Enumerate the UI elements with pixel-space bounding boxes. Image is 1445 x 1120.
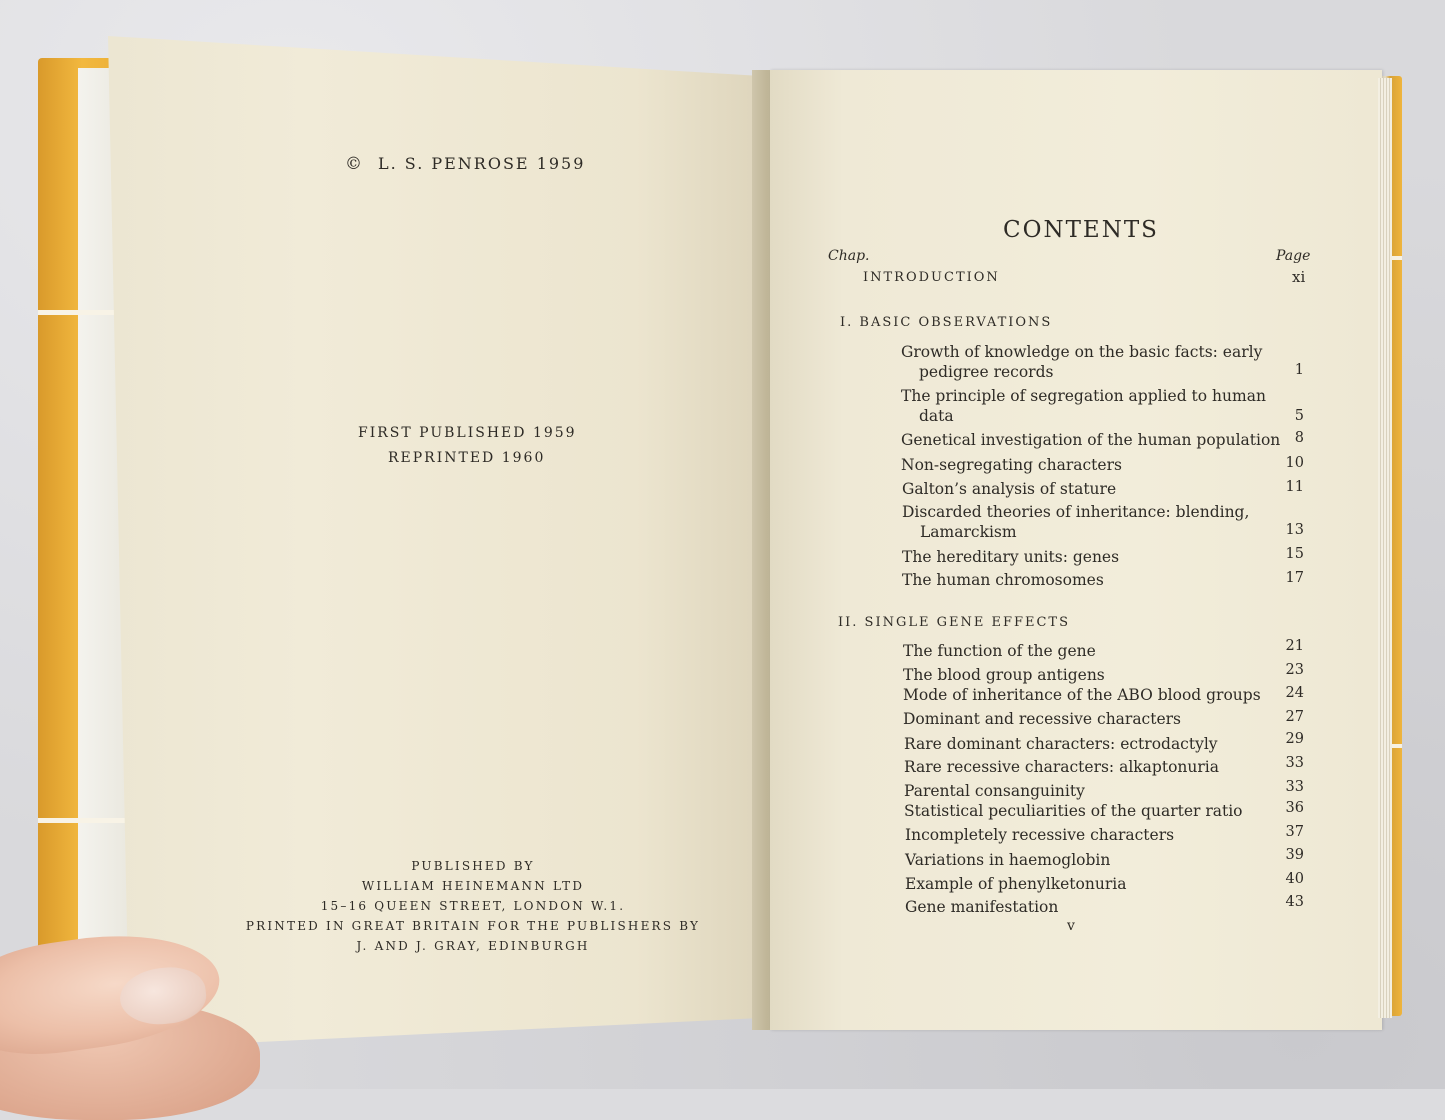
toc-page-number: 10 (1285, 455, 1304, 471)
toc-entry-text: Genetical investigation of the human population (901, 431, 1281, 449)
toc-entry-text: Rare recessive characters: alkaptonuria (904, 758, 1219, 776)
toc-page-number: 23 (1285, 662, 1304, 678)
section-title: II. SINGLE GENE EFFECTS (838, 615, 1071, 630)
toc-entry (904, 801, 1243, 821)
imprint (240, 856, 706, 956)
toc-entry (902, 570, 1104, 590)
toc-entry (903, 685, 1261, 705)
toc-page-number: 40 (1285, 871, 1304, 887)
toc-entry-text: Statistical peculiarities of the quarter ratio (904, 802, 1243, 820)
toc-entry (905, 897, 1058, 917)
toc-entry (903, 665, 1105, 685)
toc-entry-text: Dominant and recessive characters (903, 710, 1182, 728)
toc-entry (902, 479, 1116, 499)
section-title: I. BASIC OBSERVATIONS (840, 315, 1053, 330)
toc-entry (901, 430, 1280, 450)
toc-page-number: 36 (1285, 800, 1304, 816)
toc-page-number: 11 (1285, 479, 1304, 495)
toc-entry (901, 386, 1266, 426)
toc-entry (902, 502, 1249, 542)
toc-entry-text: The hereditary units: genes (902, 548, 1120, 566)
toc-entry (905, 825, 1174, 845)
toc-entry-text: Discarded theories of inheritance: blending, (902, 503, 1250, 521)
imprint-line: WILLIAM HEINEMANN LTD (361, 879, 585, 893)
toc-page-number: 15 (1285, 546, 1304, 562)
toc-entry (903, 641, 1096, 661)
toc-entry-text: Example of phenylketonuria (905, 875, 1127, 893)
introduction-entry: INTRODUCTION (863, 270, 1000, 285)
toc-entry (904, 781, 1085, 801)
toc-entry-continuation: pedigree records (919, 363, 1054, 381)
toc-entry-text: Mode of inheritance of the ABO blood groups (903, 686, 1261, 704)
toc-entry (901, 342, 1262, 382)
toc-entry-text: Non-segregating characters (901, 456, 1122, 474)
first-published: FIRST PUBLISHED 1959 (358, 425, 577, 441)
copyright-line (345, 154, 585, 174)
imprint-line: J. AND J. GRAY, EDINBURGH (356, 939, 590, 953)
chap-heading: Chap. (828, 248, 870, 264)
toc-entry-text: Rare dominant characters: ectrodactyly (904, 735, 1218, 753)
contents-title: CONTENTS (1003, 217, 1159, 243)
imprint-line: 15–16 QUEEN STREET, LONDON W.1. (320, 899, 626, 913)
toc-entry-text: Incompletely recessive characters (905, 826, 1175, 844)
toc-page-number: 43 (1285, 894, 1304, 910)
introduction-page: xi (1292, 268, 1306, 286)
toc-page-number: 33 (1285, 779, 1304, 795)
toc-entry-text: The principle of segregation applied to human (901, 387, 1266, 405)
toc-page-number: 37 (1285, 824, 1304, 840)
toc-entry-text: Growth of knowledge on the basic facts: early (901, 343, 1263, 361)
toc-page-number: 27 (1285, 709, 1304, 725)
imprint-line: PUBLISHED BY (411, 859, 535, 873)
toc-entry (901, 455, 1122, 475)
toc-page-number: 8 (1294, 430, 1304, 446)
toc-entry-text: The blood group antigens (903, 666, 1105, 684)
toc-page-number: 39 (1285, 847, 1304, 863)
page-folio: v (1067, 918, 1075, 934)
toc-entry-text: Galton’s analysis of stature (902, 480, 1117, 498)
toc-page-number: 24 (1285, 685, 1304, 701)
toc-entry-text: The function of the gene (903, 642, 1096, 660)
toc-page-number: 21 (1285, 638, 1304, 654)
page-heading: Page (1276, 248, 1311, 264)
toc-entry-text: Parental consanguinity (904, 782, 1085, 800)
copyright-symbol: © (345, 154, 364, 174)
toc-entry-text: The human chromosomes (902, 571, 1104, 589)
toc-page-number: 13 (1285, 522, 1304, 538)
toc-page-number: 33 (1285, 755, 1304, 771)
toc-entry-continuation: data (919, 407, 954, 425)
page-edges (1378, 78, 1392, 1018)
toc-page-number: 5 (1294, 408, 1304, 424)
reprinted: REPRINTED 1960 (388, 450, 546, 466)
toc-entry (904, 757, 1219, 777)
toc-entry (903, 709, 1181, 729)
toc-page-number: 29 (1285, 731, 1304, 747)
imprint-line: PRINTED IN GREAT BRITAIN FOR THE PUBLISHERS BY (245, 919, 701, 933)
toc-entry (904, 734, 1218, 754)
toc-page-number: 1 (1294, 362, 1304, 378)
toc-page-number: 17 (1285, 570, 1304, 586)
copyright-text: L. S. PENROSE 1959 (378, 154, 586, 173)
toc-entry-continuation: Lamarckism (920, 523, 1017, 541)
toc-entry (905, 874, 1126, 894)
toc-entry-text: Gene manifestation (905, 898, 1059, 916)
toc-entry-text: Variations in haemoglobin (905, 851, 1111, 869)
toc-entry (902, 547, 1119, 567)
toc-entry (905, 850, 1110, 870)
